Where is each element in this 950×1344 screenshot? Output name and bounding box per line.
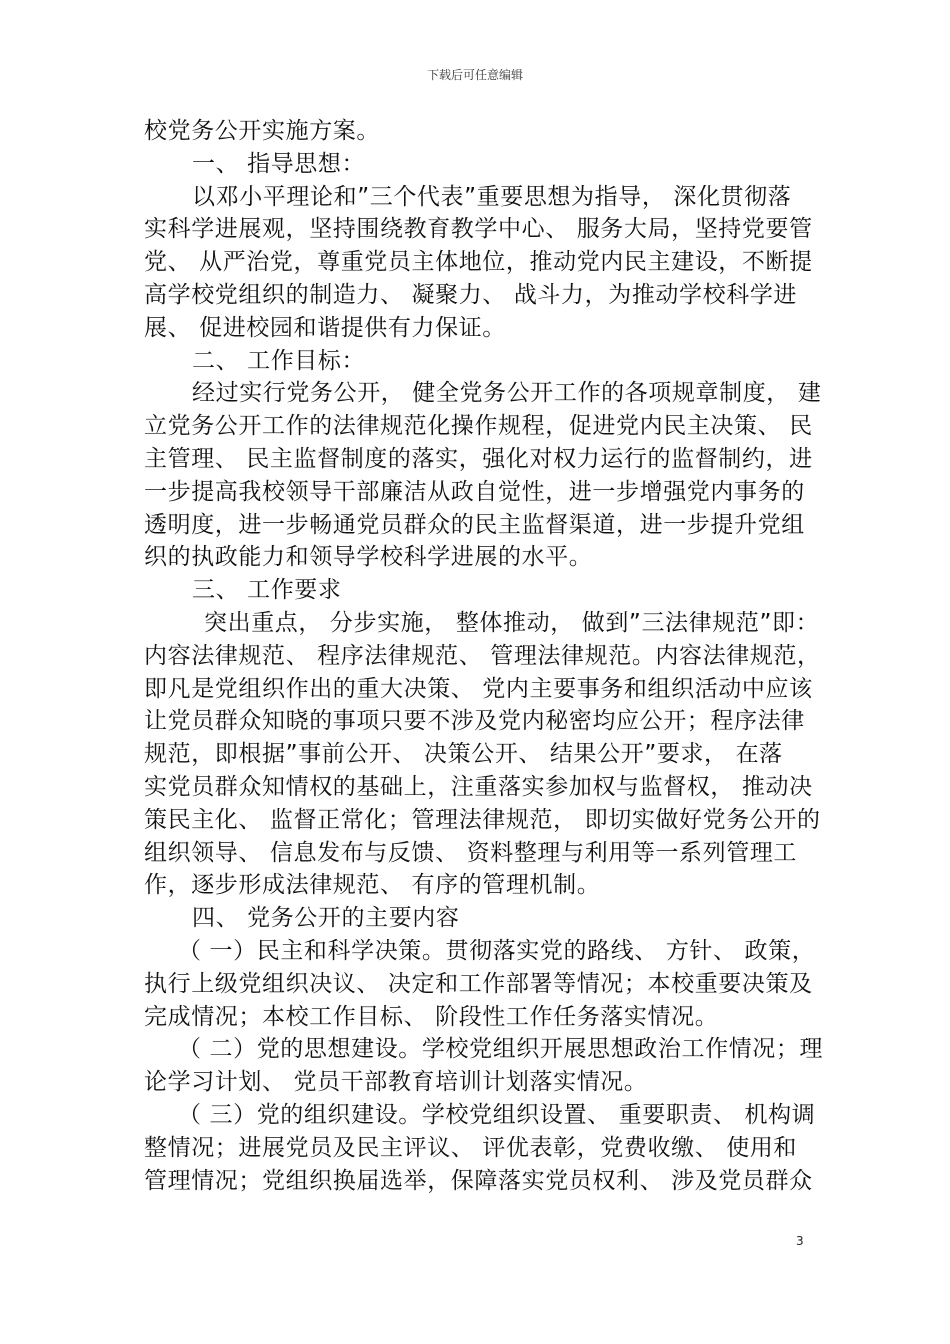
text-line: 组织领导、 信息发布与反馈、 资料整理与利用等一系列管理工 xyxy=(144,839,798,866)
text-line: 完成情况；本校工作目标、 阶段性工作任务落实情况。 xyxy=(144,1003,719,1030)
text-line: 以邓小平理论和”三个代表”重要思想为指导， 深化贯彻落 xyxy=(192,183,792,210)
text-line: 实科学进展观，坚持围绕教育教学中心、 服务大局，坚持党要管 xyxy=(144,216,813,243)
text-line: 管理情况；党组织换届选举，保障落实党员权利、 涉及党员群众 xyxy=(144,1167,813,1194)
text-line: 论学习计划、 党员干部教育培训计划落实情况。 xyxy=(144,1069,648,1096)
text-line: （ 三）党的组织建设。学校党组织设置、 重要职责、 机构调 xyxy=(178,1101,816,1128)
text-line: 规范，即根据”事前公开、 决策公开、 结果公开”要求， 在落 xyxy=(144,741,783,768)
text-line: 一、 指导思想： xyxy=(192,150,366,177)
text-line: 校党务公开实施方案。 xyxy=(144,118,380,144)
page-header: 下载后可任意编辑 xyxy=(426,68,523,82)
text-line: 高学校党组织的制造力、 凝聚力、 战斗力，为推动学校科学进 xyxy=(144,281,798,308)
text-line: （ 二）党的思想建设。学校党组织开展思想政治工作情况；理 xyxy=(178,1036,824,1063)
document-body xyxy=(144,115,824,1197)
text-line: 织的执政能力和领导学校科学进展的水平。 xyxy=(144,544,593,571)
text-line: （ 一）民主和科学决策。贯彻落实党的路线、 方针、 政策， xyxy=(178,937,816,964)
text-line: 一步提高我校领导干部廉洁从政自觉性，进一步增强党内事务的 xyxy=(144,478,805,505)
text-line: 主管理、 民主监督制度的落实，强化对权力运行的监督制约，进 xyxy=(144,445,813,472)
text-line: 透明度，进一步畅通党员群众的民主监督渠道，进一步提升党组 xyxy=(144,511,805,538)
text-line: 实党员群众知情权的基础上，注重落实参加权与监督权， 推动决 xyxy=(144,773,813,800)
text-line: 内容法律规范、 程序法律规范、 管理法律规范。内容法律规范， xyxy=(144,642,821,669)
page-number: 3 xyxy=(796,1234,804,1248)
text-line: 三、 工作要求 xyxy=(192,577,342,604)
text-line: 作，逐步形成法律规范、 有序的管理机制。 xyxy=(144,872,601,899)
text-line: 执行上级党组织决议、 决定和工作部署等情况；本校重要决策及 xyxy=(144,970,813,997)
text-line: 策民主化、 监督正常化；管理法律规范， 即切实做好党务公开的 xyxy=(144,806,821,833)
text-line: 即凡是党组织作出的重大决策、 党内主要事务和组织活动中应该 xyxy=(144,675,813,702)
text-line: 展、 促进校园和谐提供有力保证。 xyxy=(144,314,506,341)
text-line: 立党务公开工作的法律规范化操作规程，促进党内民主决策、 民 xyxy=(144,413,813,440)
text-line: 二、 工作目标： xyxy=(192,347,366,374)
text-line: 党、 从严治党，尊重党员主体地位，推动党内民主建设，不断提 xyxy=(144,249,813,276)
text-line: 四、 党务公开的主要内容 xyxy=(192,905,460,932)
text-line: 整情况；进展党员及民主评议、 评优表彰，党费收缴、 使用和 xyxy=(144,1134,798,1161)
text-line: 经过实行党务公开， 健全党务公开工作的各项规章制度， 建 xyxy=(192,380,822,407)
text-line: 让党员群众知晓的事项只要不涉及党内秘密均应公开；程序法律 xyxy=(144,708,805,735)
text-line: 突出重点， 分步实施， 整体推动， 做到”三法律规范”即： xyxy=(204,609,820,636)
